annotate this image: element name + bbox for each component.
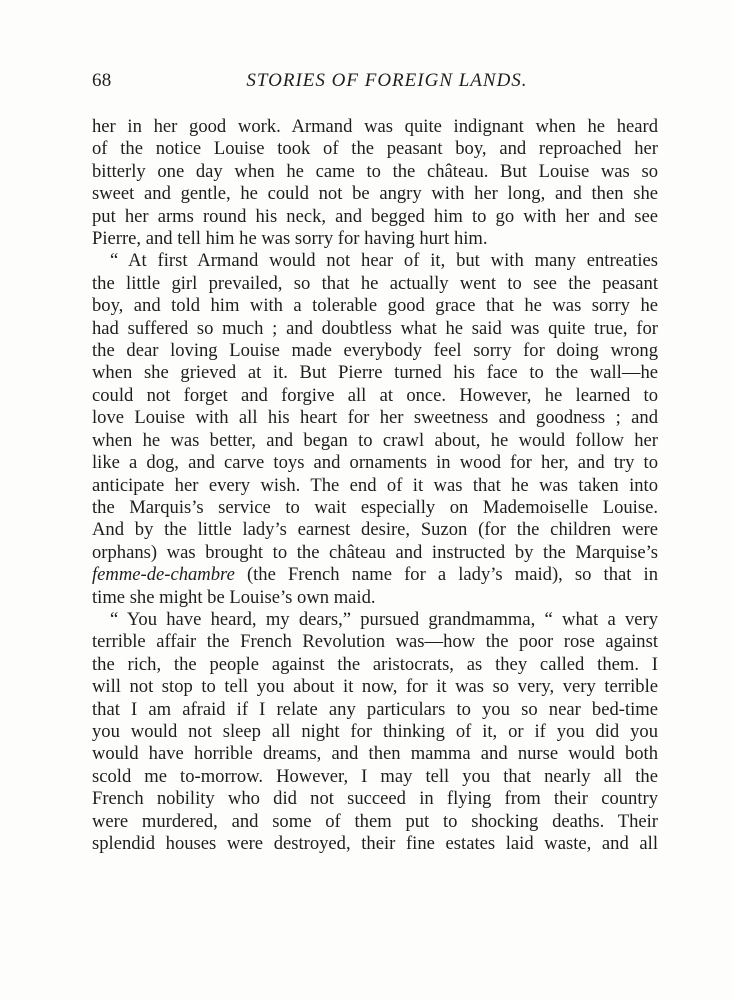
text-line: of the notice Louise took of the peasant boy, and reproached her (92, 138, 658, 160)
text-line: that I am afraid if I relate any particulars to you so near bed-time (92, 698, 658, 720)
text-line: the Marquis’s service to wait especially on Mademoiselle Louise. (92, 496, 658, 518)
text-line: the little girl prevailed, so that he actually went to see the peasant (92, 272, 658, 294)
paragraph-french-revolution (92, 609, 658, 855)
text-line: sweet and gentle, he could not be angry with her long, and then she (92, 183, 658, 205)
text-line: anticipate her every wish. The end of it was that he was taken into (92, 474, 658, 496)
text-line: put her arms round his neck, and begged him to go with her and see (92, 205, 658, 227)
text-line: would have horrible dreams, and then mamma and nurse would both (92, 743, 658, 765)
line-remainder: (the French name for a lady’s maid), so that in (234, 564, 658, 586)
text-line: boy, and told him with a tolerable good grace that he was sorry he (92, 295, 658, 317)
text-line: bitterly one day when he came to the château. But Louise was so (92, 160, 658, 182)
text-line: “ You have heard, my dears,” pursued grandmamma, “ what a very (110, 608, 658, 630)
text-line: the rich, the people against the aristocrats, as they called them. I (92, 653, 658, 675)
text-line-with-italic (92, 564, 658, 586)
text-line: like a dog, and carve toys and ornaments in wood for her, and try to (92, 452, 658, 474)
text-line: when he was better, and began to crawl about, he would follow her (92, 429, 658, 451)
text-line: time she might be Louise’s own maid. (92, 586, 376, 608)
text-line: love Louise with all his heart for her sweetness and goodness ; and (92, 407, 658, 429)
paragraph-armand-and-pierre (92, 250, 658, 609)
text-line: terrible affair the French Revolution was—how the poor rose against (92, 631, 658, 653)
text-line: her in her good work. Armand was quite indignant when he heard (92, 116, 658, 137)
text-line: could not forget and forgive all at once. However, he learned to (92, 384, 658, 406)
text-line: you would not sleep all night for thinking of it, or if you did you (92, 720, 658, 742)
page-header (92, 70, 652, 100)
text-line: French nobility who did not succeed in flying from their country (92, 788, 658, 810)
text-line: Pierre, and tell him he was sorry for having hurt him. (92, 228, 488, 250)
text-line: scold me to-morrow. However, I may tell you that nearly all the (92, 765, 658, 787)
body-text (92, 116, 658, 855)
italic-term: femme-de-chambre (92, 564, 235, 586)
running-title: STORIES OF FOREIGN LANDS. (246, 70, 528, 91)
text-line: orphans) was brought to the château and instructed by the Marquise’s (92, 541, 658, 563)
text-line: will not stop to tell you about it now, for it was so very, very terrible (92, 676, 658, 698)
page-number: 68 (92, 70, 112, 91)
text-line: were murdered, and some of them put to shocking deaths. Their (92, 810, 658, 832)
text-line: had suffered so much ; and doubtless what he said was quite true, for (92, 317, 658, 339)
text-line: “ At first Armand would not hear of it, but with many entreaties (110, 250, 658, 272)
text-line: And by the little lady’s earnest desire, Suzon (for the children were (92, 519, 658, 541)
paragraph-continuation (92, 116, 658, 250)
text-line: when she grieved at it. But Pierre turned his face to the wall—he (92, 362, 658, 384)
text-line: splendid houses were destroyed, their fine estates laid waste, and all (92, 833, 658, 854)
text-line: the dear loving Louise made everybody feel sorry for doing wrong (92, 340, 658, 362)
